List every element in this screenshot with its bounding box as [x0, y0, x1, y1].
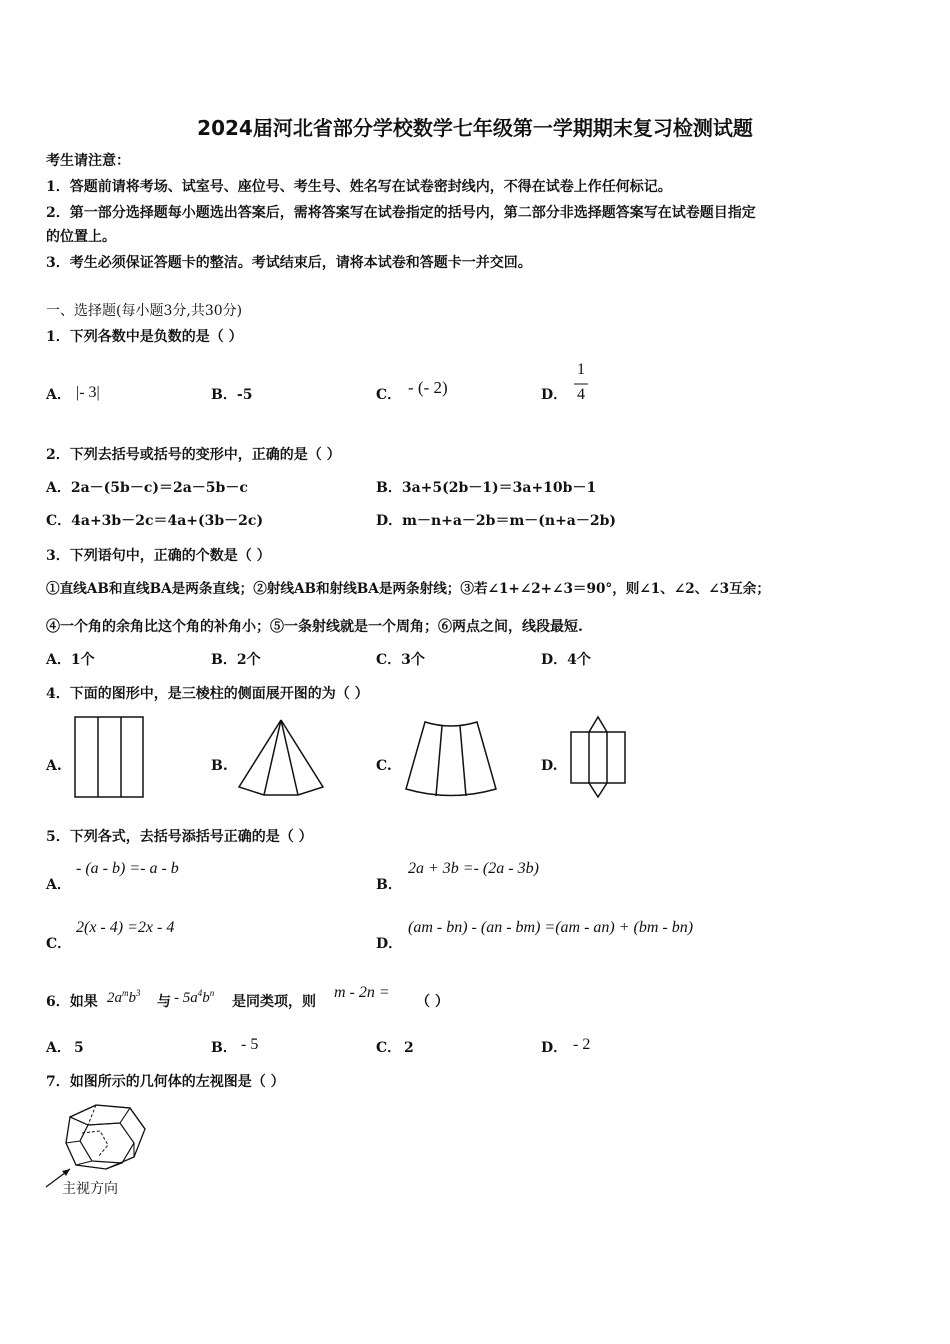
q5-option-b: 2a + 3b =- (2a - 3b) [408, 860, 539, 877]
q2-option-c: C．4a+3b－2c＝4a+(3b－2c) [46, 513, 264, 529]
q7-stem: 7．如图所示的几何体的左视图是（ ） [46, 1074, 285, 1090]
q1-stem: 1．下列各数中是负数的是（ ） [46, 329, 243, 345]
q4-stem: 4．下面的图形中，是三棱柱的侧面展开图的为（ ） [46, 686, 369, 702]
notice-item-1: 1．答题前请将考场、试室号、座位号、考生号、姓名写在试卷密封线内，不得在试卷上作任何标记。 [46, 179, 672, 195]
q1-option-b-label: B． [211, 387, 237, 403]
q5-option-a: - (a - b) =- a - b [76, 860, 179, 877]
q6-option-b: - 5 [241, 1036, 259, 1053]
q5-option-c-label: C． [46, 936, 72, 952]
q1-option-c: - (- 2) [408, 378, 448, 397]
q4-figure-b-fan-triangles [238, 719, 324, 797]
q6-option-b-label: B． [211, 1040, 237, 1056]
q3-option-b: B．2个 [211, 652, 261, 668]
q3-option-d: D．4个 [541, 652, 591, 668]
q7-view-direction-caption: 主视方向 [62, 1181, 118, 1197]
q6-mid: 是同类项，则 [232, 994, 316, 1010]
q4-figure-d-prism-net [570, 716, 626, 798]
q4-option-b-label: B. [211, 758, 228, 774]
q5-stem: 5．下列各式，去括号添括号正确的是（ ） [46, 829, 313, 845]
notice-item-2-cont: 的位置上。 [46, 229, 116, 245]
q1-option-d-label: D． [541, 387, 568, 403]
notice-item-2: 2．第一部分选择题每小题选出答案后，需将答案写在试卷指定的括号内，第二部分非选择题答案写在试卷题目指定 [46, 205, 756, 221]
q6-term-1: $2a^mb^3$ [107, 988, 141, 1006]
q4-figure-a-three-rectangles [74, 716, 144, 798]
q2-stem: 2．下列去括号或括号的变形中，正确的是（ ） [46, 447, 341, 463]
q1-option-d-numerator: 1 [577, 361, 585, 378]
q3-stem: 3．下列语句中，正确的个数是（ ） [46, 548, 271, 564]
q6-expression: m - 2n = [334, 984, 390, 1001]
q1-option-b: -5 [237, 387, 253, 403]
q6-option-d: - 2 [573, 1036, 591, 1053]
q1-option-a-label: A． [46, 387, 71, 403]
q5-option-c: 2(x - 4) =2x - 4 [76, 919, 175, 936]
q1-option-a: |- 3| [76, 384, 100, 401]
q6-with: 与 [157, 994, 171, 1010]
q5-option-d-label: D． [376, 936, 403, 952]
q6-option-c-label: C． [376, 1040, 402, 1056]
q5-option-b-label: B． [376, 877, 402, 893]
q5-option-d: (am - bn) - (an - bm) =(am - an) + (bm - bn) [408, 919, 694, 936]
q4-option-a-label: A. [46, 758, 62, 774]
q2-option-a: A．2a－(5b－c)＝2a－5b－c [46, 480, 248, 496]
q6-answer-paren: （ ） [416, 994, 449, 1010]
page-title: 2024届河北省部分学校数学七年级第一学期期末复习检测试题 [197, 116, 753, 140]
q3-option-a: A．1个 [46, 652, 95, 668]
q2-option-d: D．m－n+a－2b＝m－(n+a－2b) [376, 513, 617, 529]
q4-option-c-label: C. [376, 758, 392, 774]
q6-term-2: - $5a^4b^n$ [174, 988, 215, 1006]
q3-statement-line-1: ①直线AB和直线BA是两条直线；②射线AB和射线BA是两条射线；③若∠1+∠2+∠3＝90°，则∠1、∠2、∠3互余； [46, 581, 770, 597]
notice-item-3: 3．考生必须保证答题卡的整洁。考试结束后，请将本试卷和答题卡一并交回。 [46, 255, 532, 271]
q6-option-a: 5 [74, 1040, 84, 1056]
q1-option-d-denominator: 4 [577, 386, 585, 403]
q4-figure-c-annular-sector [405, 720, 497, 798]
q3-option-c: C．3个 [376, 652, 425, 668]
notice-heading: 考生请注意： [46, 153, 130, 169]
q6-prefix: 6．如果 [46, 994, 98, 1010]
q4-option-d-label: D. [541, 758, 558, 774]
q5-option-a-label: A． [46, 877, 71, 893]
q3-statement-line-2: ④一个角的余角比这个角的补角小；⑤一条射线就是一个周角；⑥两点之间，线段最短. [46, 619, 583, 635]
q6-option-c: 2 [404, 1040, 414, 1056]
section-heading: 一、选择题(每小题3分,共30分) [46, 303, 243, 319]
q6-option-a-label: A． [46, 1040, 71, 1056]
q6-option-d-label: D． [541, 1040, 568, 1056]
q2-option-b: B．3a+5(2b－1)＝3a+10b－1 [376, 480, 597, 496]
q1-option-c-label: C． [376, 387, 402, 403]
fraction-bar [574, 383, 588, 385]
